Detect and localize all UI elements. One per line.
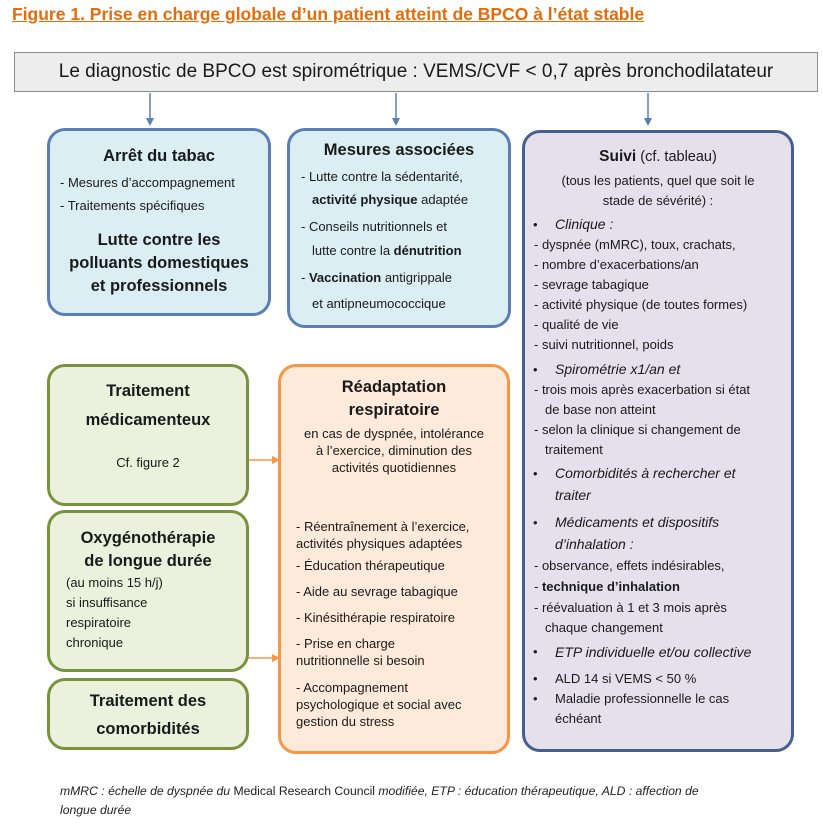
suivi-comorb-b: traiter: [555, 487, 591, 503]
comorbidites-title-1: Traitement des: [89, 692, 207, 710]
spiro-item-2b: traitement: [545, 442, 603, 457]
traitement-med-box: [47, 364, 249, 506]
clinique-item-4: - activité physique (de toutes formes): [534, 297, 748, 312]
suivi-bullet-7: •: [533, 691, 538, 706]
tabac-item-1: - Mesures d’accompagnement: [60, 175, 235, 190]
oxygene-line-3: respiratoire: [66, 615, 132, 630]
oxygene-title-2: de longue durée: [84, 552, 212, 570]
clinique-item-2: - nombre d’exacerbations/an: [534, 257, 699, 272]
suivi-clinique: Clinique :: [555, 216, 614, 232]
traitement-med-ref: Cf. figure 2: [116, 455, 180, 470]
oxygene-title-1: Oxygénothérapie: [80, 529, 216, 547]
clinique-item-3: - sevrage tabagique: [534, 277, 649, 292]
mesures-item-2a: - Conseils nutritionnels et: [301, 219, 447, 234]
footnote: mMRC : échelle de dyspnée du Medical Research Council modifiée, ETP : éducation thérapeutique, ALD : affection de longue durée: [60, 784, 699, 817]
suivi-bullet-1: •: [533, 217, 538, 232]
suivi-bullet-5: •: [533, 644, 538, 659]
suivi-bullet-6: •: [533, 671, 538, 686]
mesures-box: [287, 128, 511, 328]
suivi-title: Suivi (cf. tableau): [599, 148, 717, 165]
suivi-bullet-3: •: [533, 466, 538, 481]
tabac-item-2: - Traitements spécifiques: [60, 198, 205, 213]
readapt-item-1: - Réentraînement à l’exercice, activités physiques adaptées: [296, 519, 470, 551]
figure-title: Figure 1. Prise en charge globale d’un patient atteint de BPCO à l’état stable: [12, 4, 645, 24]
suivi-maladie-b: échéant: [555, 711, 602, 726]
clinique-item-1: - dyspnée (mMRC), toux, crachats,: [534, 237, 736, 252]
readaptation-desc: en cas de dyspnée, intolérance à l’exercice, diminution des activités quotidiennes: [304, 426, 484, 475]
medic-item-1: - observance, effets indésirables,: [534, 558, 725, 573]
readapt-item-2: - Éducation thérapeutique: [296, 558, 445, 573]
suivi-spiro: Spirométrie x1/an et: [555, 361, 681, 377]
pollutants-heading: Lutte contre les polluants domestiques et professionnels: [69, 231, 249, 295]
comorbidites-box: [47, 678, 249, 750]
mesures-item-2b: lutte contre la dénutrition: [312, 243, 462, 258]
mesures-item-3a: - Vaccination antigrippale: [301, 270, 453, 285]
readapt-item-4: - Kinésithérapie respiratoire: [296, 610, 455, 625]
comorbidites-title-2: comorbidités: [96, 720, 200, 738]
readapt-item-3: - Aide au sevrage tabagique: [296, 584, 458, 599]
suivi-maladie-a: Maladie professionnelle le cas: [555, 691, 730, 706]
spiro-item-2a: - selon la clinique si changement de: [534, 422, 741, 437]
suivi-subtitle-1: (tous les patients, quel que soit le: [561, 173, 755, 188]
mesures-item-1b: activité physique adaptée: [312, 192, 469, 207]
suivi-etp: ETP individuelle et/ou collective: [555, 644, 752, 660]
spiro-item-1b: de base non atteint: [545, 402, 656, 417]
mesures-title: Mesures associées: [323, 141, 475, 159]
suivi-box: [522, 130, 794, 752]
readaptation-title-1: Réadaptation: [341, 378, 447, 396]
oxygene-line-4: chronique: [66, 635, 124, 650]
tabac-box: [47, 128, 271, 316]
tabac-title: Arrêt du tabac: [103, 147, 215, 165]
suivi-bullet-4: •: [533, 515, 538, 530]
readaptation-title-2: respiratoire: [348, 401, 440, 419]
readapt-item-6: - Accompagnement psychologique et social avec gestion du stress: [296, 680, 462, 729]
suivi-ald: ALD 14 si VEMS < 50 %: [555, 671, 697, 686]
readaptation-box: [278, 364, 510, 754]
suivi-bullet-2: •: [533, 362, 538, 377]
diagnosis-banner: Le diagnostic de BPCO est spirométrique : VEMS/CVF < 0,7 après bronchodilatateur: [14, 52, 818, 92]
oxygene-line-1: (au moins 15 h/j): [66, 575, 163, 590]
mesures-item-3b: et antipneumococcique: [312, 296, 446, 311]
oxygene-line-2: si insuffisance: [66, 595, 148, 610]
medic-item-2: - technique d’inhalation: [534, 579, 680, 594]
traitement-med-title-2: médicamenteux: [85, 411, 211, 429]
medic-item-3b: chaque changement: [545, 620, 663, 635]
suivi-subtitle-2: stade de sévérité) :: [602, 193, 714, 208]
clinique-item-5: - qualité de vie: [534, 317, 619, 332]
spiro-item-1a: - trois mois après exacerbation si état: [534, 382, 751, 397]
oxygene-box: [47, 510, 249, 672]
readapt-item-5: - Prise en charge nutritionnelle si besoin: [296, 636, 425, 668]
suivi-medic-a: Médicaments et dispositifs: [555, 514, 720, 530]
suivi-comorb-a: Comorbidités à rechercher et: [555, 465, 736, 481]
mesures-item-1a: - Lutte contre la sédentarité,: [301, 169, 463, 184]
clinique-item-6: - suivi nutritionnel, poids: [534, 337, 674, 352]
traitement-med-title-1: Traitement: [106, 382, 190, 400]
medic-item-3a: - réévaluation à 1 et 3 mois après: [534, 600, 727, 615]
suivi-medic-b: d’inhalation :: [555, 536, 634, 552]
